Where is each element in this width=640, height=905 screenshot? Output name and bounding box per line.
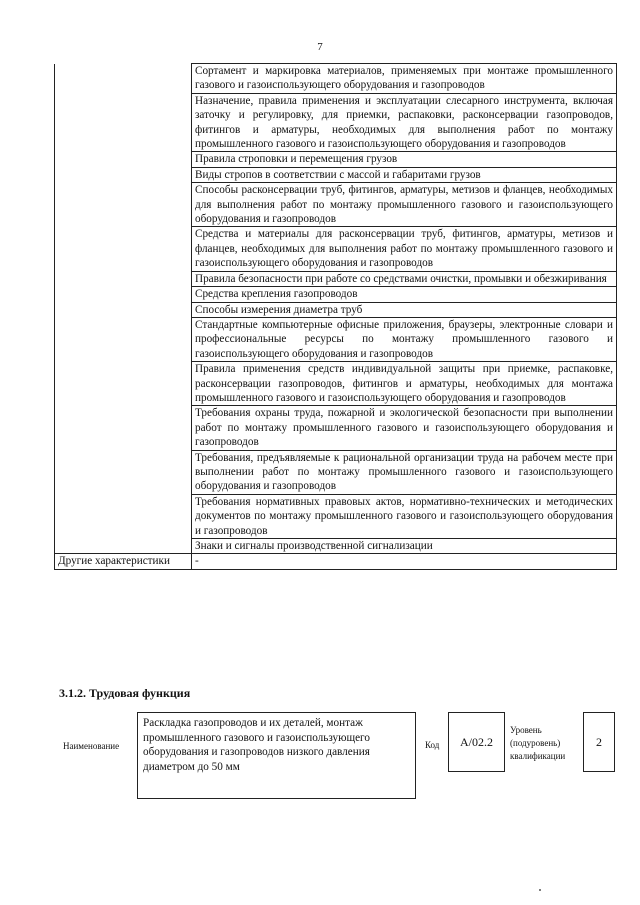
knowledge-item: Назначение, правила применения и эксплуатации слесарного инструмента, включая заточку и регулировку, для приемки, распаковки, расконсервации газопроводов, фитингов и арматуры, необходимых для выполнения работ по монтажу промышленного газового и газоиспользующего оборудования и газопроводов: [192, 93, 617, 152]
knowledge-item: Правила применения средств индивидуальной защиты при приемке, распаковке, расконсервации газопроводов, фитингов и арматуры, необходимых для монтажа промышленного газового и газоиспользующего оборудования и газопроводов: [192, 362, 617, 406]
knowledge-item: Требования, предъявляемые к рациональной организации труда на рабочем месте при выполнении работ по монтажу промышленного газового и газоиспользующего оборудования и газопроводов: [192, 450, 617, 494]
table-row: [55, 494, 617, 538]
empty-label-cell: [55, 183, 192, 227]
table-row: [55, 406, 617, 450]
qualification-level-box: 2: [583, 712, 615, 772]
table-row: [55, 64, 617, 94]
other-characteristics-row: [55, 554, 617, 569]
table-row: [55, 227, 617, 271]
knowledge-item: Правила строповки и перемещения грузов: [192, 152, 617, 167]
knowledge-item: Стандартные компьютерные офисные приложения, браузеры, электронные словари и профессиональные ресурсы по монтажу промышленного газового и газоиспользующего оборудования и газопроводов: [192, 317, 617, 361]
code-label: Код: [425, 740, 440, 750]
page-number: 7: [317, 41, 323, 53]
table-row: [55, 539, 617, 554]
table-row: [55, 167, 617, 182]
empty-label-cell: [55, 406, 192, 450]
knowledge-item: Сортамент и маркировка материалов, применяемых при монтаже промышленного газового и газоиспользующего оборудования и газопроводов: [192, 64, 617, 94]
knowledge-item: Правила безопасности при работе со средствами очистки, промывки и обезжиривания: [192, 271, 617, 286]
knowledge-item: Знаки и сигналы производственной сигнализации: [192, 539, 617, 554]
knowledge-item: Виды стропов в соответствии с массой и габаритами грузов: [192, 167, 617, 182]
empty-label-cell: [55, 271, 192, 286]
section-heading: 3.1.2. Трудовая функция: [59, 686, 191, 700]
empty-label-cell: [55, 494, 192, 538]
table-row: [55, 183, 617, 227]
table-row: [55, 317, 617, 361]
knowledge-item: Требования нормативных правовых актов, нормативно-технических и методических документов по монтажу промышленного газового и газоиспользующего оборудования и газопроводов: [192, 494, 617, 538]
other-characteristics-label: Другие характеристики: [55, 554, 192, 569]
table-row: [55, 93, 617, 152]
empty-label-cell: [55, 302, 192, 317]
table-row: [55, 152, 617, 167]
knowledge-table-body: [55, 64, 617, 570]
empty-label-cell: [55, 227, 192, 271]
knowledge-item: Способы расконсервации труб, фитингов, арматуры, метизов и фланцев, необходимых для выполнения работ по монтажу промышленного газового и газоиспользующего оборудования и газопроводов: [192, 183, 617, 227]
empty-label-cell: [55, 152, 192, 167]
code-value-box: А/02.2: [448, 712, 505, 772]
knowledge-item: Средства крепления газопроводов: [192, 287, 617, 302]
empty-label-cell: [55, 362, 192, 406]
knowledge-item: Способы измерения диаметра труб: [192, 302, 617, 317]
other-characteristics-value: -: [192, 554, 617, 569]
empty-label-cell: [55, 539, 192, 554]
empty-label-cell: [55, 287, 192, 302]
knowledge-item: Средства и материалы для расконсервации труб, фитингов, арматуры, метизов и фланцев, необходимых для выполнения работ по монтажу промышленного газового и газоиспользующего оборудования и газопроводов: [192, 227, 617, 271]
empty-label-cell: [55, 167, 192, 182]
empty-label-cell: [55, 450, 192, 494]
function-name-box: Раскладка газопроводов и их деталей, монтаж промышленного газового и газоиспользующего оборудования и газопроводов низкого давления диаметром до 50 мм: [137, 712, 416, 799]
table-row: [55, 450, 617, 494]
empty-label-cell: [55, 317, 192, 361]
scan-dot: [539, 889, 541, 891]
empty-label-cell: [55, 93, 192, 152]
table-row: [55, 302, 617, 317]
table-row: [55, 271, 617, 286]
knowledge-item: Требования охраны труда, пожарной и экологической безопасности при выполнении работ по монтажу промышленного газового и газоиспользующего оборудования и газопроводов: [192, 406, 617, 450]
qualification-level-label: Уровень (подуровень) квалификации: [510, 725, 566, 761]
knowledge-table: [54, 63, 617, 570]
table-row: [55, 362, 617, 406]
name-label: Наименование: [63, 741, 120, 751]
table-row: [55, 287, 617, 302]
empty-label-cell: [55, 64, 192, 94]
